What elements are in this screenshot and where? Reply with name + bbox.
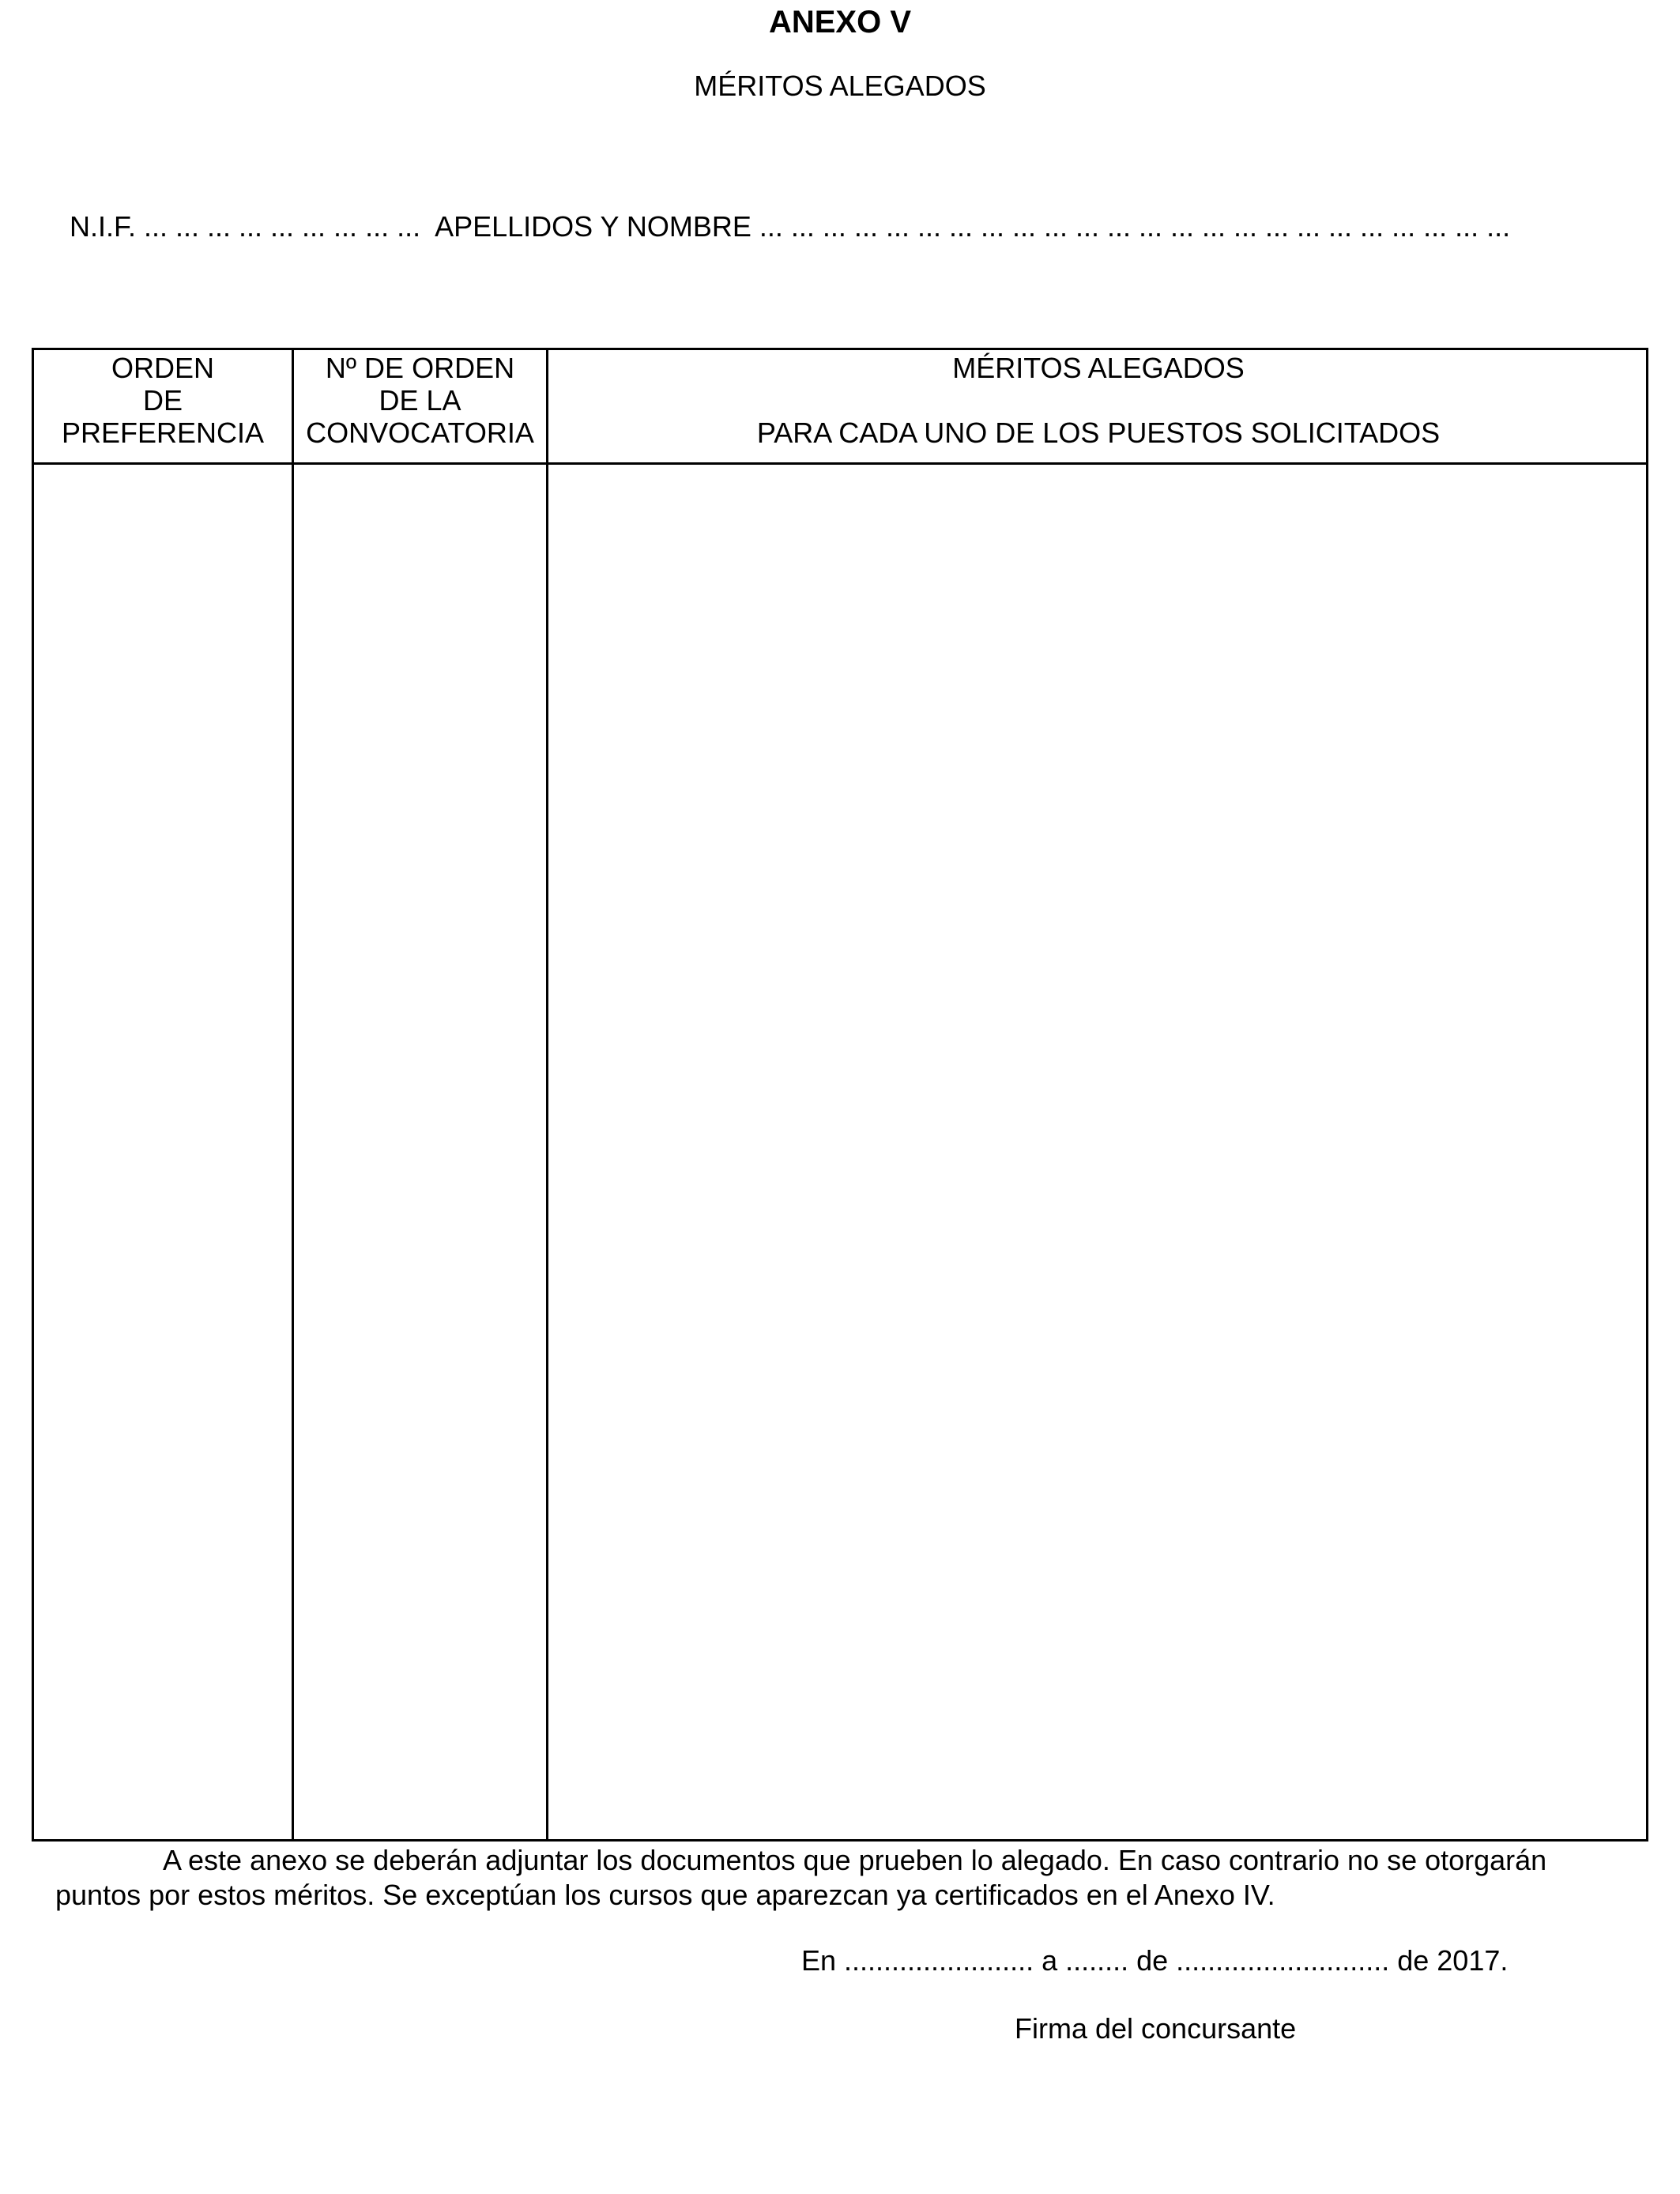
header-text: PREFERENCIA: [61, 417, 265, 449]
orden-preferencia-entry-area[interactable]: [34, 465, 292, 1839]
header-puestos-solicitados: PARA CADA UNO DE LOS PUESTOS SOLICITADOS: [756, 417, 1441, 449]
header-meritos-alegados: MÉRITOS ALEGADOS: [952, 352, 1245, 384]
merits-table: [32, 348, 1648, 1842]
document-subtitle: MÉRITOS ALEGADOS: [694, 70, 986, 102]
date-line: En ........................ a ........ de ........................... de 2017.: [801, 1944, 1509, 1977]
signature-label: Firma del concursante: [1015, 2012, 1297, 2045]
numero-orden-entry-area[interactable]: [294, 465, 546, 1839]
header-text: Nº DE ORDEN: [325, 352, 515, 384]
header-text: DE LA: [379, 384, 461, 417]
header-text: ORDEN: [111, 352, 214, 384]
header-text: DE: [142, 384, 183, 417]
document-title: ANEXO V: [768, 5, 912, 40]
header-numero-orden-convocatoria: [294, 352, 546, 449]
meritos-entry-area[interactable]: [548, 465, 1646, 1839]
attachment-note: A este anexo se deberán adjuntar los documentos que prueben lo alegado. En caso contrario no se otorgarán puntos por estos méritos. Se exceptúan los cursos que aparezcan ya certificados en el Anexo IV.: [55, 1844, 1547, 1911]
identification-line: N.I.F. ... ... ... ... ... ... ... ... ... APELLIDOS Y NOMBRE ... ... ... ... ... ... ... ... ... ... ... ... ... ... ... ... ... ... ... ... ... ... ... ...: [70, 210, 1511, 243]
header-text: CONVOCATORIA: [306, 417, 534, 449]
header-orden-preferencia: [34, 352, 292, 449]
